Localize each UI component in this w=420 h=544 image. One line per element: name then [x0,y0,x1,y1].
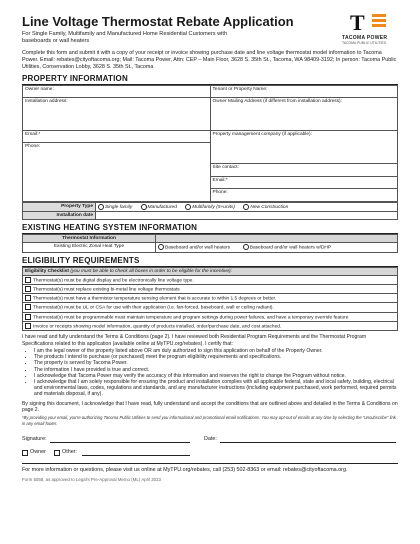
email2-label: Email:* [212,177,228,183]
checkbox-programmable[interactable] [25,314,31,320]
site-contact-label: Site contact: [212,164,239,170]
tenant-name-field[interactable] [210,86,398,98]
property-type-label: Property Type [23,203,96,212]
terms-list [34,348,398,398]
checklist-item-text: Thermostat(s) must have a thermistor temperature sensing element that is accurate to within 1.5 degrees or better. [33,296,277,302]
phone2-field[interactable] [210,189,398,202]
signature-label: Signature: [22,436,47,443]
tenant-name-label: Tenant or Property Name: [212,87,268,92]
logo-bars-icon [372,14,386,29]
checkbox-other[interactable] [54,450,60,456]
install-address-label: Installation address: [25,99,68,104]
by-signing-text: By signing this document, I acknowledge that I have read, fully understand and accept the conditions that are outlined above and detailed in the Terms & Conditions on page 2. [22,400,398,413]
checklist-item [23,321,398,330]
checklist-item [23,303,398,312]
terms-item: • I acknowledge that Tacoma Power may verify the accuracy of this information and reserves the right to change the Program without notice. [34,373,398,379]
install-address-field[interactable] [23,98,211,131]
thermostat-info-header: Thermostat Information [23,235,156,243]
terms-item: • The property is served by Tacoma Power. [34,360,398,366]
baseboard-dhp-label: Baseboard and/or wall heaters w/DHP [249,245,332,251]
other-label: Other: [62,449,77,456]
checklist-item [23,294,398,303]
heat-type-label: Existing Electric Zonal Heat Type [23,243,156,252]
new-construction-label: New Construction [250,205,289,211]
property-type-table [22,202,398,220]
checklist-item [23,284,398,293]
checklist-item [23,312,398,321]
mailing-address-field[interactable] [210,98,398,131]
logo-name: TACOMA POWER [342,35,388,41]
terms-intro: I have read and fully understand the Terms & Conditions (page 2). I have reviewed both Residential Program Requirements and the Thermostat Program Specifications related to this application (available online at MyTPU.org/rebates). I certify that: [22,334,367,347]
radio-baseboard[interactable] [158,244,164,250]
heating-table [22,234,398,252]
site-contact-field[interactable] [210,163,398,176]
email-label: Email:* [25,132,41,137]
footer-contact: For more information or questions, please visit us online at MyTPU.org/rebates, call (253) 502-8363 or email: rebates@cityoftacoma.org. [22,463,398,473]
terms-item: • The information I have provided is true and correct. [34,367,398,373]
checkbox-owner[interactable] [22,450,28,456]
checklist-item-text: Thermostat(s) must replace existing bi-metal line voltage thermostats [33,287,180,293]
intro-text: Complete this form and submit it with a copy of your receipt or invoice showing purchase date and line voltage thermostat model information to Tacoma Power. Email: rebates@cityoftacoma.org; Mail: Tacoma Power, Attn: CEP – Main Floor, 3628 S. 35th St., Tacoma, WA 98409-3192; In person: Tacoma Public Utilities, Conservation Lobby, 3628 S. 35th St., Tacoma [22,50,397,70]
page-subtitle: For Single Family, Multifamily and Manufactured Home Residential Customers with baseboards or wall heaters [22,31,228,44]
email-fine-print: *By providing your email, you're authorizing Tacoma Public Utilities to send you informational and promotional email notifications. You may opt-out of emails at any time by selecting the "unsubscribe" link in any email footer. [22,415,396,426]
checklist-item-text: Thermostat(s) must be UL or CSA for use with their application (i.e. fan-forced, baseboard, wall or ceiling radiant). [33,305,274,311]
owner-name-field[interactable] [23,86,211,98]
terms-item: • I acknowledge that I am solely responsible for ensuring the product and installation complies with all applicable federal, state and local safety, building, electrical and environmental laws, codes, regulations and standards, and any manufacturer instructions (including equipment purchased, work performed, required permits and materials disposal, if any). [34,379,398,398]
single-family-label: Single family [105,205,133,211]
phone2-label: Phone: [212,190,228,196]
section-property-heading: PROPERTY INFORMATION [22,74,398,85]
tacoma-power-logo [342,10,398,44]
owner-label: Owner [30,449,46,456]
section-heating-heading: EXISTING HEATING SYSTEM INFORMATION [22,223,398,234]
email2-field[interactable] [210,176,398,189]
radio-multifamily[interactable] [185,204,191,210]
date-label: Date: [204,436,217,443]
logo-tagline: TACOMA PUBLIC UTILITIES [342,41,387,45]
multifamily-label: Multifamily (5+units) [192,205,236,211]
signature-line[interactable] [50,436,190,443]
signer-role-row [22,449,398,457]
install-date-label: Installation date [23,212,96,220]
phone-field[interactable] [23,143,210,201]
signature-row [22,436,398,444]
radio-baseboard-dhp[interactable] [243,244,249,250]
checkbox-ul-csa[interactable] [25,304,31,310]
section-eligibility-heading: ELIGIBILITY REQUIREMENTS [22,256,398,267]
checklist-item-text: Thermostat(s) must be digital display and be electronically line voltage type. [33,277,194,283]
email-field[interactable] [23,131,210,143]
other-line[interactable] [82,449,190,456]
radio-new-construction[interactable] [243,204,249,210]
checklist-title: Eligibility Checklist [25,268,69,274]
heat-type-options [156,243,398,252]
phone-label: Phone: [25,144,41,149]
mgmt-company-label: Property management company (if applicable): [212,132,312,137]
date-line[interactable] [220,436,396,443]
radio-manufactured[interactable] [141,204,147,210]
property-type-options [96,203,398,212]
terms-item: • I am the legal owner of the property listed above OR am duly authorized to sign this application on behalf of the Property Owner. [34,348,398,354]
checklist-note: (you must be able to check all boxes in order to be eligible for the incentive): [70,268,232,274]
terms-item: • The products I intend to purchase (or purchased) meet the program eligibility requirements and specifications. [34,354,398,360]
logo-t-glyph: T [350,10,365,35]
form-number: Form 5058, as approved to Legal's Pre-Approval Memo (ML) April 2023 [22,477,161,483]
checklist-header [23,267,398,275]
checklist-item [23,275,398,284]
mgmt-company-field[interactable] [210,131,398,164]
mailing-address-label: Owner Mailing Address (if different from installation address): [212,99,342,104]
eligibility-table [22,267,398,332]
install-date-field[interactable] [96,212,398,220]
checkbox-digital[interactable] [25,277,31,283]
checkbox-invoice[interactable] [25,323,31,329]
owner-name-label: Owner name: [25,87,54,92]
page-title: Line Voltage Thermostat Rebate Application [22,14,294,29]
checkbox-replace[interactable] [25,286,31,292]
property-table [22,85,398,202]
checklist-item-text: Invoice or receipts showing model information, quantity of products installed, order/purchase date, and cost attached. [33,324,282,330]
checklist-item-text: Thermostat(s) must be programmable must maintain temperature and program settings during power failures, and have a temporary override feature [33,314,349,320]
radio-single-family[interactable] [98,204,104,210]
baseboard-label: Baseboard and/or wall heaters [165,245,231,251]
manufactured-label: Manufactured [147,205,177,211]
checkbox-thermistor[interactable] [25,295,31,301]
heating-header-spacer [156,235,398,243]
